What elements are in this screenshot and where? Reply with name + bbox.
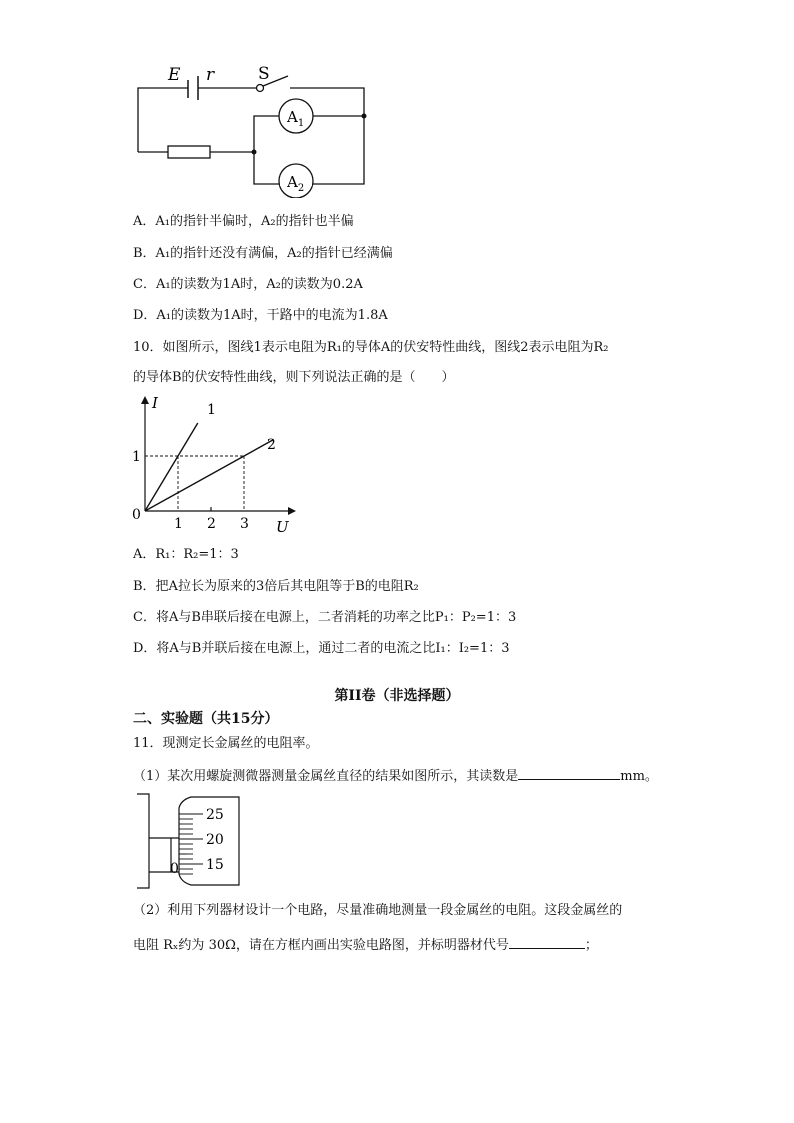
- q9-option-c: C．A₁的读数为1A时，A₂的读数为0.2A: [133, 277, 363, 292]
- y-tick-1: 1: [132, 449, 141, 465]
- thimble-mark-25: 25: [206, 807, 224, 823]
- q11-part1-unit: mm。: [620, 769, 658, 784]
- x-tick-1: 1: [174, 516, 183, 532]
- switch-label: S: [258, 64, 270, 84]
- line1-label: 1: [207, 402, 216, 418]
- x-tick-3: 3: [240, 516, 249, 532]
- q11-part1-answer-blank[interactable]: [518, 765, 620, 780]
- q11-part2-line1: （2）利用下列器材设计一个电路，尽量准确地测量一段金属丝的电阻。这段金属丝的: [133, 903, 623, 918]
- plot-lines: [145, 423, 274, 511]
- q10-option-b: B．把A拉长为原来的3倍后其电阻等于B的电阻R₂: [133, 579, 419, 594]
- q11-stem: 11．现测定长金属丝的电阻率。: [133, 736, 319, 751]
- q10-option-c: C．将A与B串联后接在电源上，二者消耗的功率之比P₁：P₂=1：3: [133, 610, 517, 625]
- iu-graph: [128, 392, 303, 537]
- thimble-mark-15: 15: [206, 857, 224, 873]
- line2-label: 2: [267, 437, 276, 453]
- thimble-mark-20: 20: [206, 832, 224, 848]
- sleeve-mark-0: 0: [170, 861, 179, 877]
- y-axis-label: I: [152, 394, 158, 412]
- q9-option-b: B．A₁的指针还没有满偏，A₂的指针已经满偏: [133, 246, 393, 261]
- q10-stem-line2: 的导体B的伏安特性曲线，则下列说法正确的是（ ）: [133, 370, 455, 385]
- part2-title: 第II卷（非选择题）: [334, 688, 460, 704]
- circuit-diagram: [120, 58, 380, 198]
- origin-label: 0: [132, 507, 141, 523]
- q10-option-d: D．将A与B并联后接在电源上，通过二者的电流之比I₁：I₂=1：3: [133, 641, 510, 656]
- x-tick-2: 2: [207, 516, 216, 532]
- q11-part2-answer-blank[interactable]: [509, 934, 585, 949]
- q9-option-d: D．A₁的读数为1A时，干路中的电流为1.8A: [133, 308, 388, 323]
- series-line-2: [145, 440, 274, 512]
- section-heading: 二、实验题（共15分）: [133, 711, 279, 727]
- x-axis-label: U: [276, 518, 289, 536]
- ammeter1-label: $A_1$: [287, 108, 305, 129]
- micrometer-diagram: [133, 792, 243, 892]
- q11-part2-text: 电阻 Rₓ约为 30Ω，请在方框内画出实验电路图，并标明器材代号: [133, 938, 509, 953]
- q10-stem-line1: 10．如图所示，图线1表示电阻为R₁的导体A的伏安特性曲线，图线2表示电阻为R₂: [133, 340, 609, 355]
- q11-part1: [133, 765, 658, 786]
- q11-part2-end: ；: [584, 938, 598, 953]
- emf-label: E: [168, 65, 181, 85]
- q11-part1-text: （1）某次用螺旋测微器测量金属丝直径的结果如图所示，其读数是: [133, 769, 519, 784]
- internal-resistance-label: r: [206, 65, 215, 85]
- q10-option-a: A．R₁：R₂=1：3: [133, 547, 239, 562]
- series-line-1: [145, 423, 198, 511]
- q9-option-a: A．A₁的指针半偏时，A₂的指针也半偏: [133, 214, 354, 229]
- q11-part2-line2: [133, 934, 598, 955]
- ammeter2-label: $A_2$: [287, 173, 305, 194]
